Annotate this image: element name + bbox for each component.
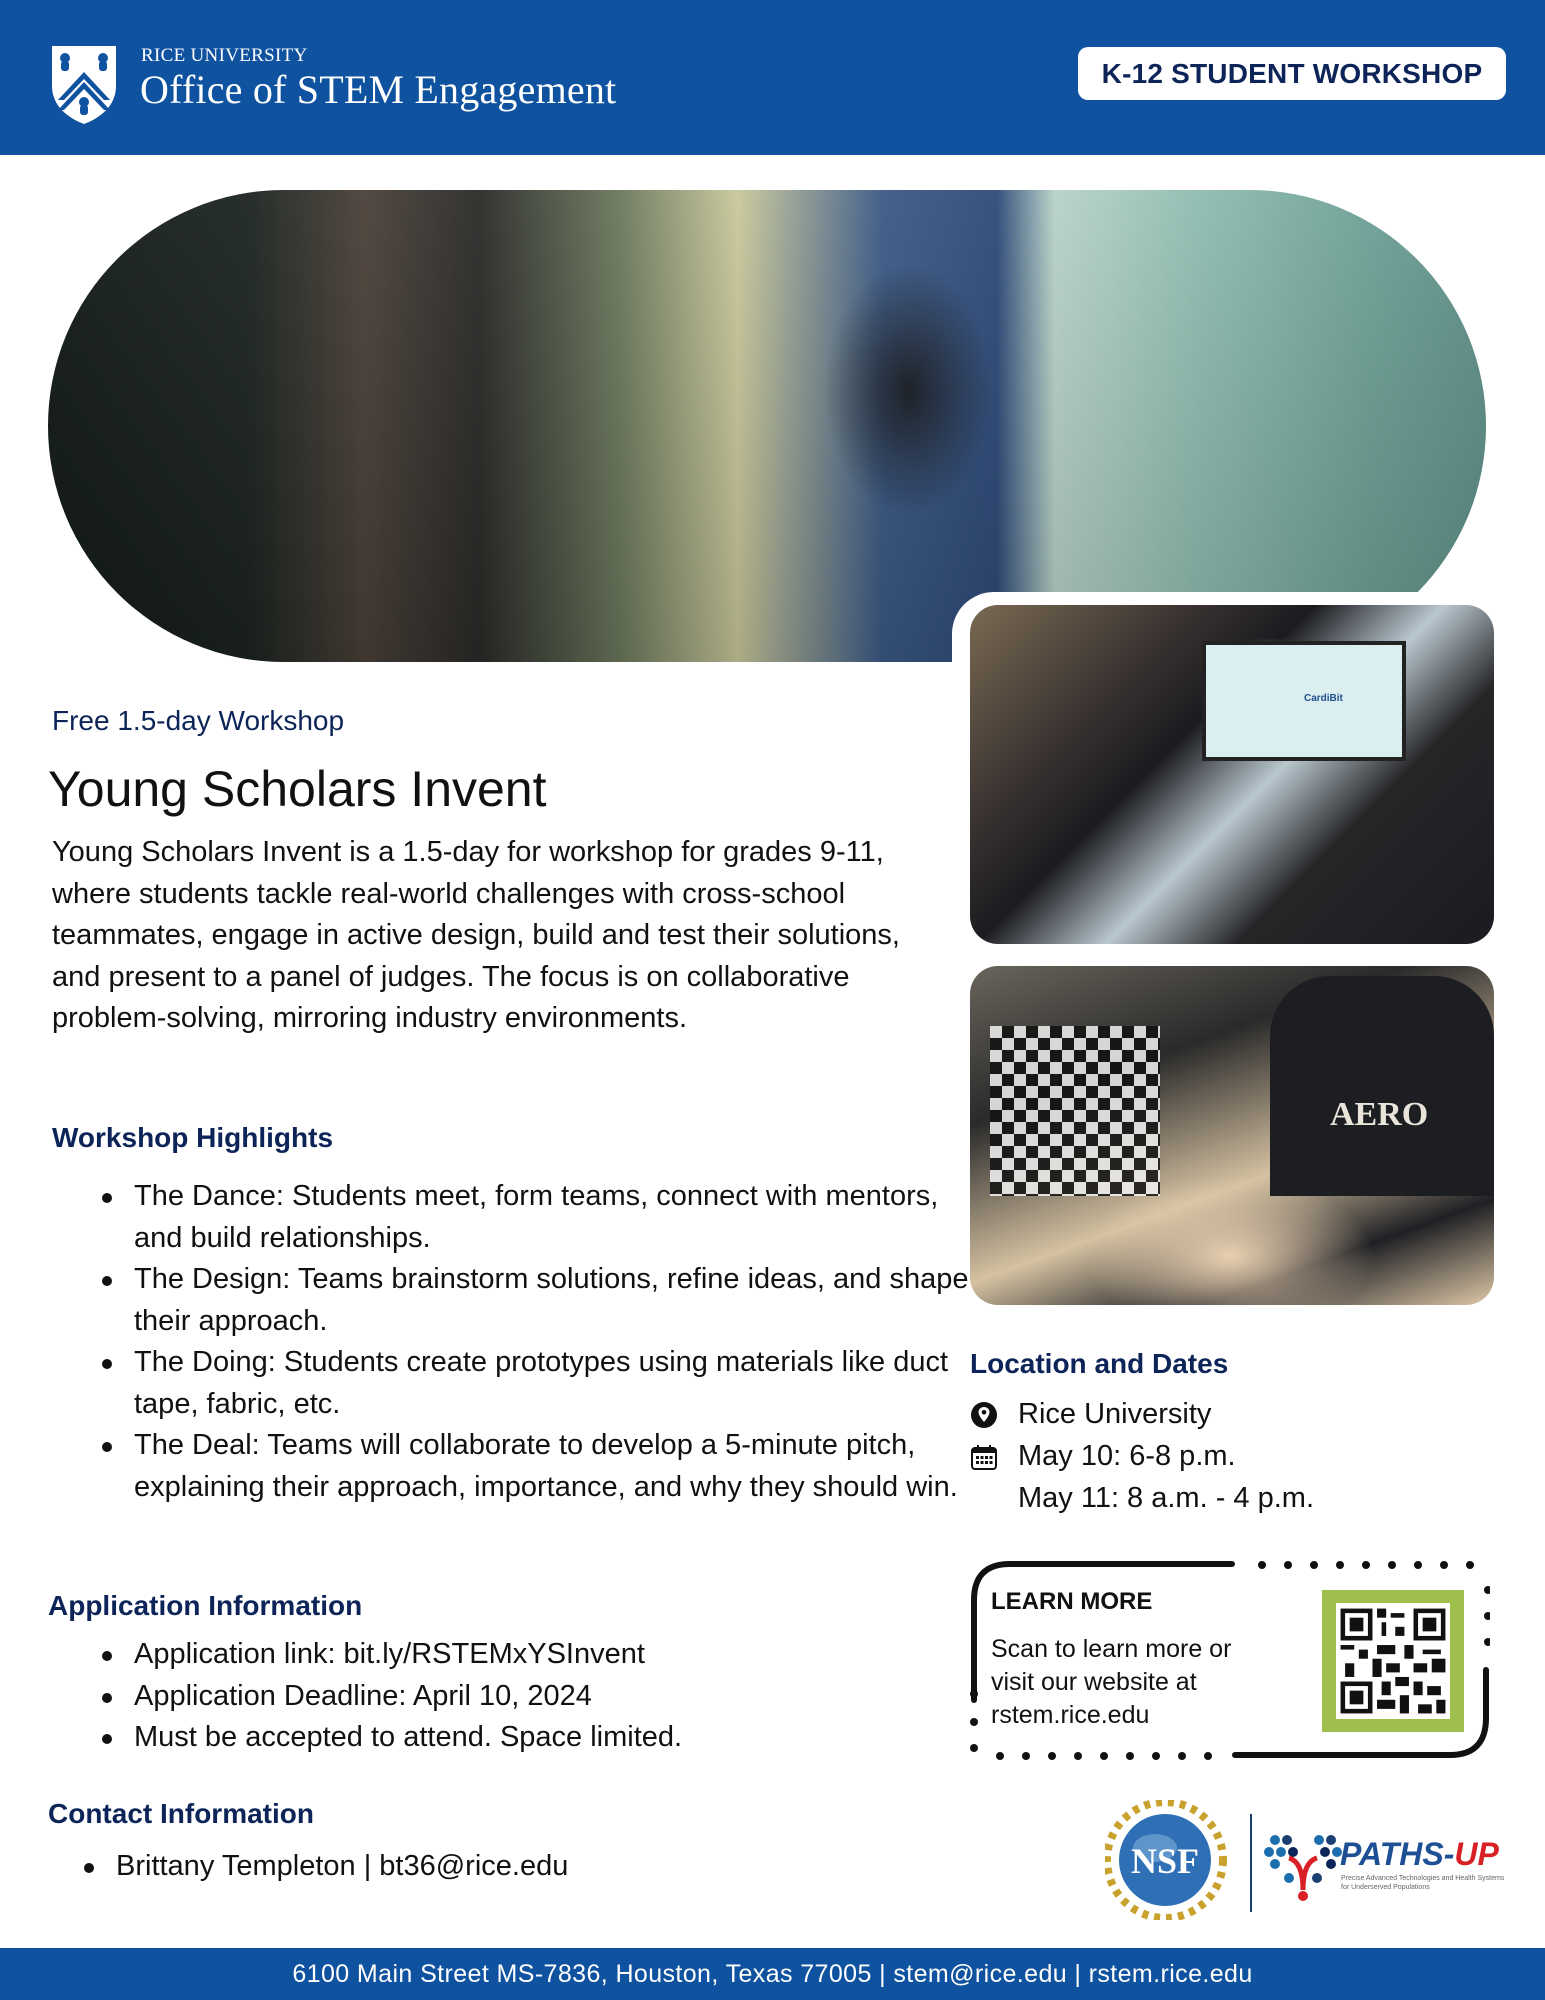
page-title: Young Scholars Invent [48,761,547,817]
highlights-list [52,1176,994,1508]
qr-code-pattern [1336,1603,1450,1719]
location-heading: Location and Dates [970,1348,1229,1379]
photo-prototyping [970,966,1494,1305]
contact-email[interactable]: Brittany Templeton | bt36@rice.edu [116,1846,976,1888]
monitor-screen [1202,641,1406,761]
application-link[interactable]: Application link: bit.ly/RSTEMxYSInvent [134,1634,994,1676]
learn-more-text: Scan to learn more or visit our website at rstem.rice.edu [991,1635,1232,1729]
footer-bar [0,1948,1545,2000]
map-pin-icon [970,1401,998,1429]
list-item: The Design: Teams brainstorm solutions, refine ideas, and shape their approach. [134,1259,994,1342]
workshop-kicker: Free 1.5-day Workshop [52,705,345,736]
workshop-description: Young Scholars Invent is a 1.5-day for workshop for grades 9-11, where students tackle real-world challenges with cross-school teammates, engage in active design, build and test their solutions, and present to a panel of judges. The focus is on collaborative problem-solving, mirroring industry environments. [52,836,900,1034]
org-line: RICE UNIVERSITY [141,45,308,66]
screen-text: CardiBit [1304,693,1343,704]
rice-shield-logo-icon [48,42,120,126]
date-1: May 10: 6-8 p.m. [1018,1440,1236,1472]
header-bar [0,0,1545,155]
location-row [970,1398,1211,1431]
list-item: The Dance: Students meet, form teams, connect with mentors, and build relationships. [134,1176,994,1259]
application-heading: Application Information [48,1590,363,1621]
list-item: Application Deadline: April 10, 2024 [134,1676,994,1718]
footer-contact: 6100 Main Street MS-7836, Houston, Texas 77005 | stem@rice.edu | rstem.rice.edu [292,1959,1253,1988]
hoodie [1270,976,1494,1196]
list-item: The Doing: Students create prototypes using materials like duct tape, fabric, etc. [134,1342,994,1425]
learn-more-heading: LEARN MORE [991,1588,1153,1615]
paths-up-tagline: Precise Advanced Technologies and Health Systems for Underserved Populations [1341,1875,1505,1891]
list-item: The Deal: Teams will collaborate to develop a 5-minute pitch, explaining their approach, importance, and why they should win. [134,1425,994,1508]
calendar-icon [970,1443,998,1471]
date-2: May 11: 8 a.m. - 4 p.m. [1018,1482,1315,1514]
list-item: Must be accepted to attend. Space limited. [134,1717,994,1759]
contact-list [34,1846,976,1888]
paths-up-dots-icon [1264,1835,1342,1901]
application-list [52,1634,994,1759]
location-place: Rice University [1018,1398,1212,1430]
audience-badge: K-12 STUDENT WORKSHOP [1078,47,1506,100]
hoodie-text: AERO [1330,1096,1429,1133]
contact-heading: Contact Information [48,1798,314,1829]
qr-code-icon [1336,1603,1450,1719]
date-row [970,1440,1236,1473]
photo-computer-lab [970,605,1494,944]
checkered-jacket [990,1026,1160,1196]
org-name: Office of STEM Engagement [140,67,617,112]
nsf-logo-icon [1107,1802,1223,1918]
paths-up-logo: PATHS-UP [1340,1836,1499,1872]
highlights-heading: Workshop Highlights [52,1122,334,1153]
svg-text:NSF: NSF [1130,1841,1200,1881]
qr-code[interactable] [1322,1590,1464,1732]
